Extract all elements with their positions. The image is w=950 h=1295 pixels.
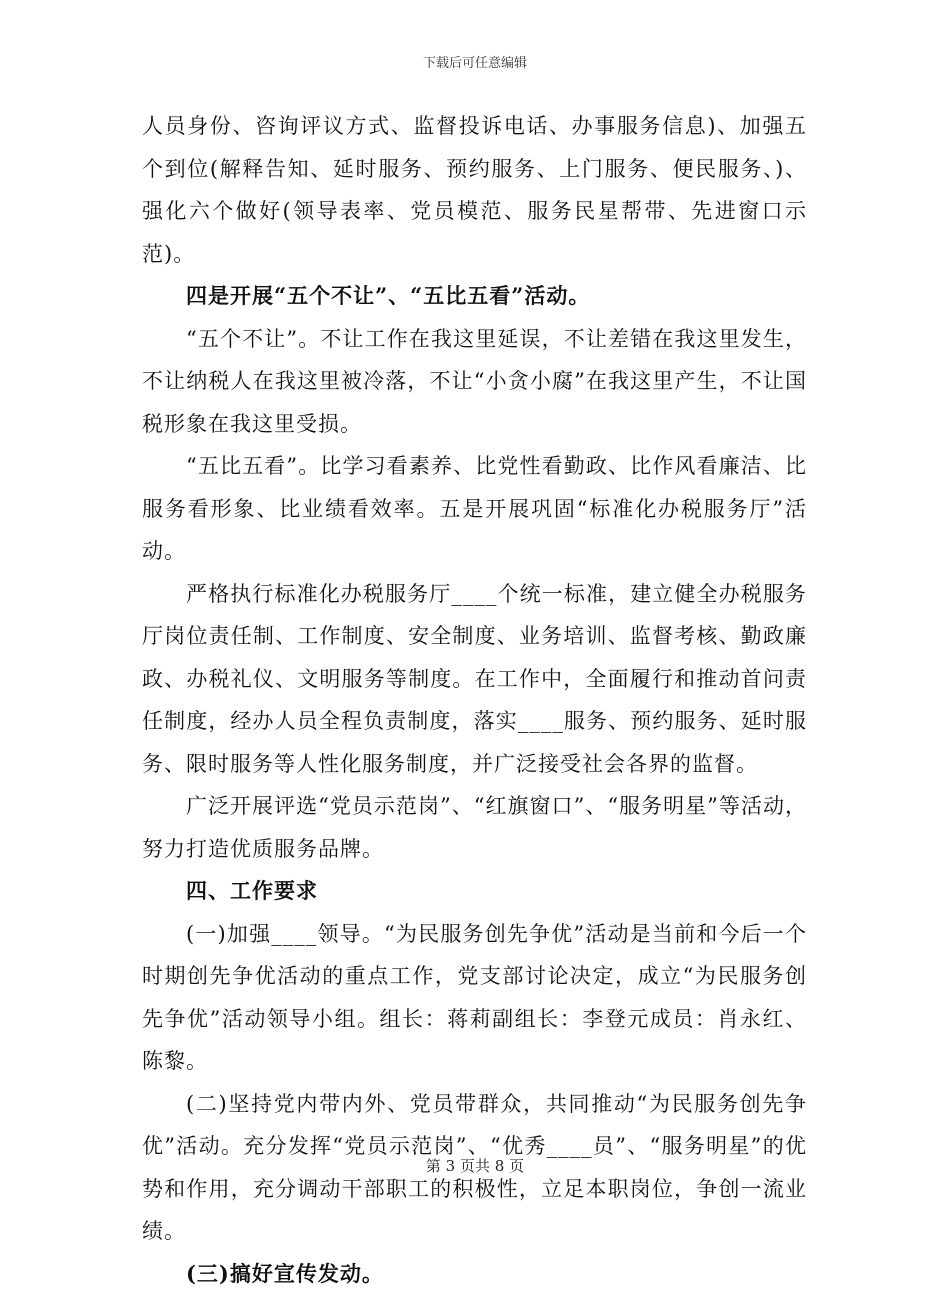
paragraph-requirement-one: (一)加强____领导。“为民服务创先争优”活动是当前和今后一个时期创先争优活动的重点工作，党支部讨论决定，成立“为民服务创先争优”活动领导小组。组长：蒋莉副组长：李登元成员：肖永红、陈黎。 xyxy=(142,913,807,1083)
paragraph-standardization: 严格执行标准化办税服务厅____个统一标准，建立健全办税服务厅岗位责任制、工作制度、安全制度、业务培训、监督考核、勤政廉政、办税礼仪、文明服务等制度。在工作中，全面履行和推动首问责任制度，经办人员全程负责制度，落实____服务、预约服务、延时服务、限时服务等人性化服务制度，并广泛接受社会各界的监督。 xyxy=(142,573,807,786)
paragraph-five-compare: “五比五看”。比学习看素养、比党性看勤政、比作风看廉洁、比服务看形象、比业绩看效率。五是开展巩固“标准化办税服务厅”活动。 xyxy=(142,445,807,573)
paragraph-requirement-three: (三)搞好宣传发动。 xyxy=(142,1253,807,1295)
section-heading-requirements: 四、工作要求 xyxy=(142,870,807,913)
paragraph-requirement-two: (二)坚持党内带内外、党员带群众，共同推动“为民服务创先争优”活动。充分发挥“党员示范岗”、“优秀____员”、“服务明星”的优势和作用，充分调动干部职工的积极性，立足本职岗位，争创一流业绩。 xyxy=(142,1083,807,1253)
page-footer: 第 3 页共 8 页 xyxy=(0,1155,950,1176)
paragraph-selection-activity: 广泛开展评选“党员示范岗”、“红旗窗口”、“服务明星”等活动，努力打造优质服务品牌。 xyxy=(142,785,807,870)
paragraph-five-no-lets: “五个不让”。不让工作在我这里延误，不让差错在我这里发生，不让纳税人在我这里被冷落，不让“小贪小腐”在我这里产生，不让国税形象在我这里受损。 xyxy=(142,318,807,446)
page-header: 下载后可任意编辑 xyxy=(0,52,950,71)
document-body xyxy=(142,105,807,1295)
section-heading-activity-four: 四是开展“五个不让”、“五比五看”活动。 xyxy=(142,275,807,318)
paragraph-continuation: 人员身份、咨询评议方式、监督投诉电话、办事服务信息)、加强五个到位(解释告知、延时服务、预约服务、上门服务、便民服务、)、强化六个做好(领导表率、党员模范、服务民星帮带、先进窗口示范)。 xyxy=(142,105,807,275)
